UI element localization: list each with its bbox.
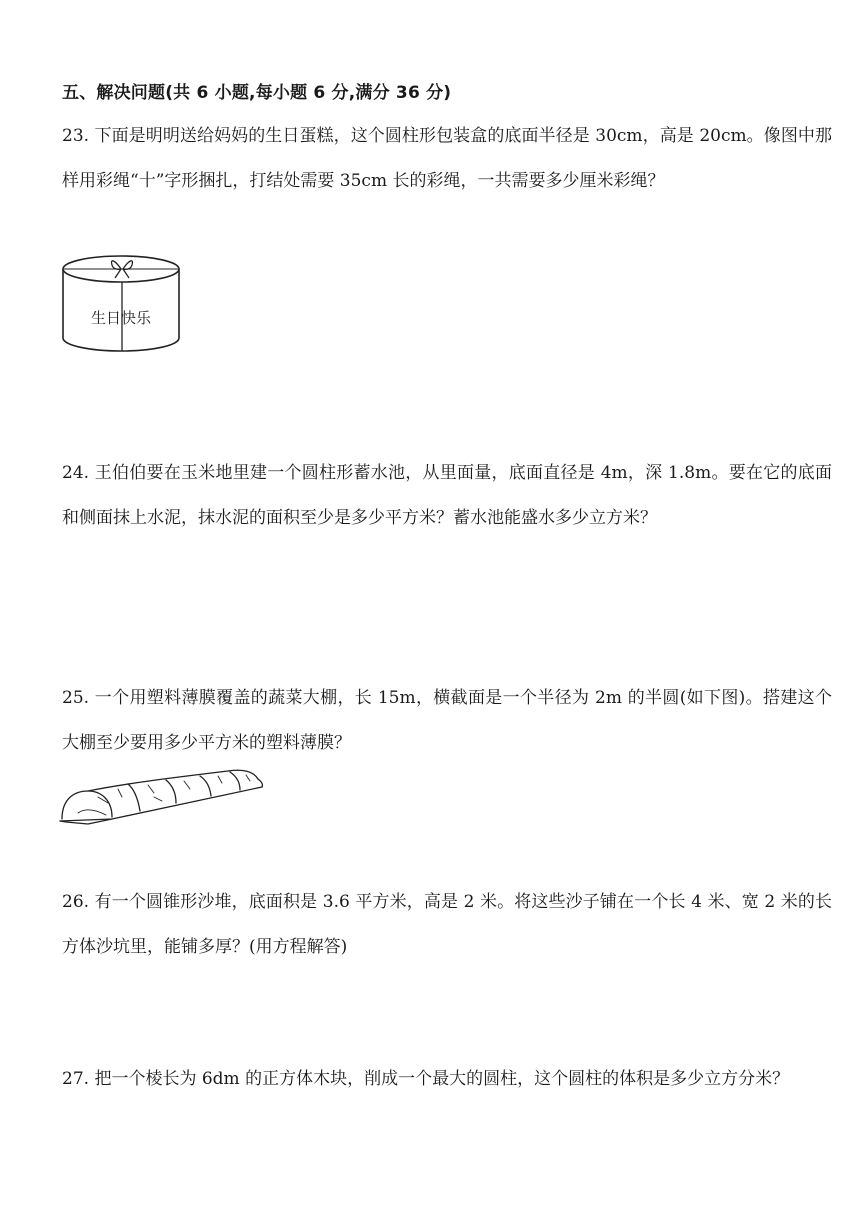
question-27	[62, 1057, 832, 1102]
film-wrinkles	[98, 775, 250, 803]
question-24-text: 24. 王伯伯要在玉米地里建一个圆柱形蓄水池，从里面量，底面直径是 4m，深 1.8m。要在它的底面和侧面抹上水泥，抹水泥的面积至少是多少平方米？蓄水池能盛水多少立方米？	[62, 463, 832, 528]
cake-box-label: 生日快乐	[90, 309, 152, 327]
cake-box-bottom	[63, 338, 179, 351]
front-film-fold	[78, 810, 106, 815]
tunnel-rib-3	[200, 776, 211, 796]
question-23	[62, 114, 832, 204]
question-27-text: 27. 把一个棱长为 6dm 的正方体木块，削成一个最大的圆柱，这个圆柱的体积是多少立方分米？	[62, 1069, 790, 1089]
question-26-text: 26. 有一个圆锥形沙堆，底面积是 3.6 平方米，高是 2 米。将这些沙子铺在一个长 4 米、宽 2 米的长方体沙坑里，能铺多厚？(用方程解答)	[62, 892, 832, 957]
tunnel-back-end	[258, 779, 262, 787]
question-25	[62, 676, 832, 766]
question-25-text: 25. 一个用塑料薄膜覆盖的蔬菜大棚，长 15m，横截面是一个半径为 2m 的半圆(如下图)。搭建这个大棚至少要用多少平方米的塑料薄膜？	[62, 688, 832, 753]
tunnel-rib-2	[166, 780, 176, 803]
tunnel-rib-4	[230, 772, 240, 790]
cake-box-figure	[60, 252, 182, 356]
tunnel-rib-1	[128, 784, 140, 811]
greenhouse-tunnel-figure	[58, 767, 264, 829]
question-24	[62, 451, 832, 541]
section-heading: 五、解决问题(共 6 小题,每小题 6 分,满分 36 分)	[62, 83, 452, 103]
question-23-text: 23. 下面是明明送给妈妈的生日蛋糕，这个圆柱形包装盒的底面半径是 30cm，高是 20cm。像图中那样用彩绳“十”字形捆扎，打结处需要 35cm 长的彩绳，一共需要多少厘米彩绳？	[62, 126, 832, 191]
tunnel-ground-edge	[60, 787, 262, 821]
tunnel-front-arch	[62, 791, 112, 819]
question-26	[62, 880, 832, 970]
